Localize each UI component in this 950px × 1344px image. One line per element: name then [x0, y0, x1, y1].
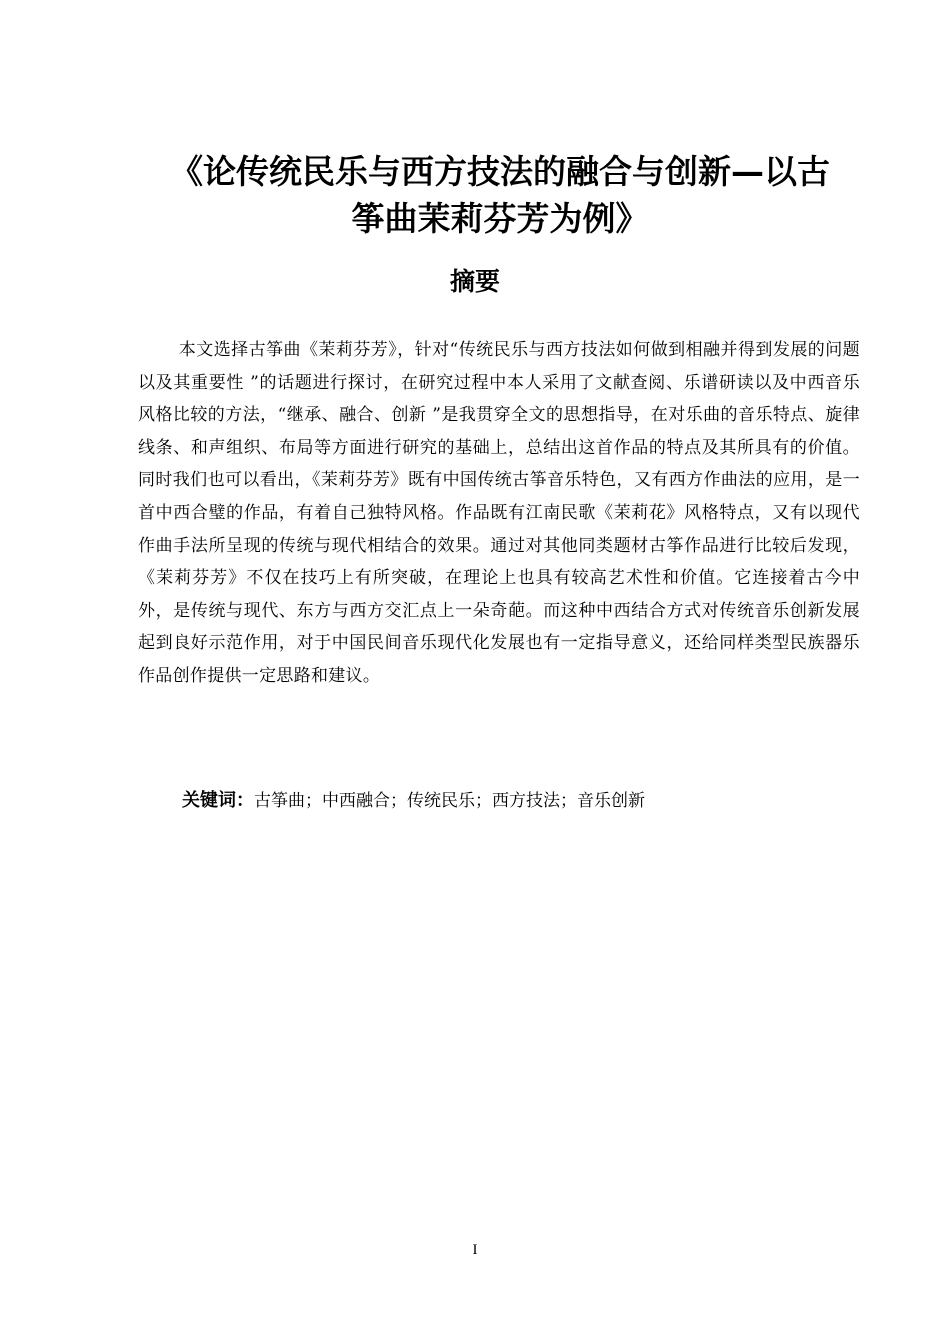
abstract-paragraph: 本文选择古筝曲《茉莉芬芳》，针对“传统民乐与西方技法如何做到相融并得到发展的问题以及其重要性 ”的话题进行探讨，在研究过程中本人采用了文献查阅、乐谱研读以及中西音乐风格比较的方法，“继承、融合、创新 ”是我贯穿全文的思想指导，在对乐曲的音乐特点、旋律线条、和声组织、布局等方面进行研究的基础上，总结出这首作品的特点及其所具有的价值。同时我们也可以看出，《茉莉芬芳》既有中国传统古筝音乐特色，又有西方作曲法的应用，是一首中西合璧的作品，有着自己独特风格。作品既有江南民歌《茉莉花》风格特点，又有以现代作曲手法所呈现的传统与现代相结合的效果。通过对其他同类题材古筝作品进行比较后发现，《茉莉芬芳》不仅在技巧上有所突破，在理论上也具有较高艺术性和价值。它连接着古今中外，是传统与现代、东方与西方交汇点上一朵奇葩。而这种中西结合方式对传统音乐创新发展起到良好示范作用，对于中国民间音乐现代化发展也有一定指导意义，还给同样类型民族器乐作品创作提供一定思路和建议。 — [138, 340, 860, 686]
title-line-1: 《论传统民乐与西方技法的融合与创新—以古 — [170, 152, 830, 191]
keywords-label: 关键词： — [182, 790, 254, 811]
keywords-line — [182, 786, 862, 816]
keywords-value: 古筝曲；中西融合；传统民乐；西方技法；音乐创新 — [254, 791, 645, 811]
document-title — [120, 148, 880, 242]
title-line-2: 筝曲茉莉芬芳为例》 — [351, 199, 649, 238]
page-number: I — [472, 1242, 478, 1258]
abstract-heading: 摘要 — [449, 267, 500, 296]
